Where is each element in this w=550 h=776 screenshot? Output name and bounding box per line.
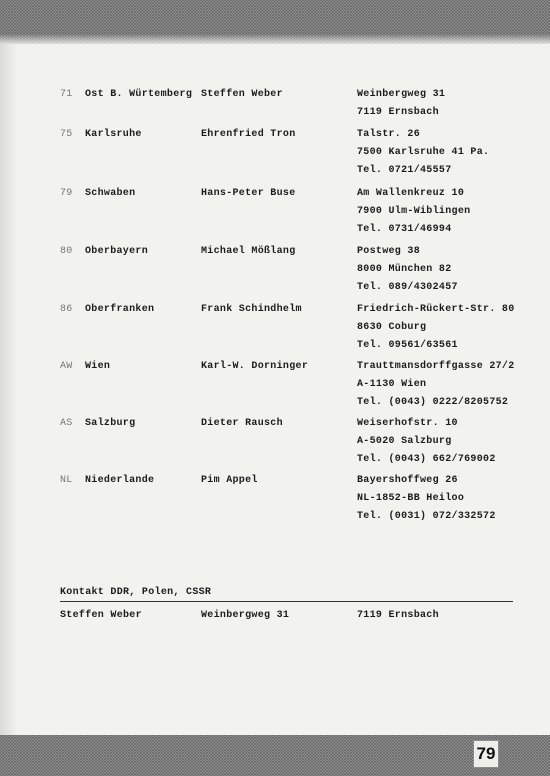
entry-address	[357, 86, 445, 122]
entry-code: 86	[60, 304, 73, 315]
entry-code: NL	[60, 475, 73, 486]
entry-address	[357, 185, 470, 239]
entry-name: Dieter Rausch	[201, 418, 283, 429]
entry-address	[357, 472, 496, 526]
address-line: 7900 Ulm-Wiblingen	[357, 206, 471, 217]
address-line: Tel. (0043) 0222/8205752	[357, 397, 509, 408]
entry-region: Salzburg	[85, 418, 136, 429]
entry-address	[357, 126, 489, 180]
entry-name: Karl-W. Dorninger	[201, 361, 309, 372]
top-halftone-band	[0, 0, 550, 44]
entry-name: Michael Mößlang	[201, 246, 296, 257]
entry-name: Pim Appel	[201, 475, 258, 486]
address-line: Tel. 09561/63561	[357, 340, 458, 351]
entry-code: 71	[60, 89, 73, 100]
address-line: Bayershoffweg 26	[357, 475, 458, 486]
address-line: Tel. 0721/45557	[357, 165, 452, 176]
entry-name: Steffen Weber	[201, 89, 283, 100]
entry-region: Oberbayern	[85, 246, 149, 257]
contact-row	[0, 607, 550, 625]
contact-section-heading: Kontakt DDR, Polen, CSSR	[60, 585, 513, 602]
entry-code: AS	[60, 418, 73, 429]
address-line: NL-1852-BB Heiloo	[357, 493, 465, 504]
entry-address	[357, 358, 515, 412]
entry-address	[357, 243, 458, 297]
entry-region: Karlsruhe	[85, 129, 142, 140]
entry-code: AW	[60, 361, 73, 372]
address-line: 7500 Karlsruhe 41 Pa.	[357, 147, 490, 158]
entry-code: 75	[60, 129, 73, 140]
entry-region: Ost B. Würtemberg	[85, 89, 193, 100]
address-line: Tel. (0043) 662/769002	[357, 454, 496, 465]
address-line: Talstr. 26	[357, 129, 421, 140]
entry-name: Ehrenfried Tron	[201, 129, 296, 140]
contact-name: Steffen Weber	[60, 610, 142, 621]
address-line: Tel. (0031) 072/332572	[357, 511, 496, 522]
address-line: A-1130 Wien	[357, 379, 427, 390]
page-edge-shadow	[0, 44, 18, 735]
address-line: Am Wallenkreuz 10	[357, 188, 465, 199]
bottom-halftone-band	[0, 735, 550, 776]
address-line: 8000 München 82	[357, 264, 452, 275]
address-line: Postweg 38	[357, 246, 421, 257]
address-line: Tel. 0731/46994	[357, 224, 452, 235]
address-line: Weinbergweg 31	[357, 89, 446, 100]
contact-street: Weinbergweg 31	[201, 610, 290, 621]
address-line: Friedrich-Rückert-Str. 80	[357, 304, 515, 315]
entry-region: Oberfranken	[85, 304, 155, 315]
entry-code: 80	[60, 246, 73, 257]
contact-city: 7119 Ernsbach	[357, 610, 439, 621]
entry-region: Wien	[85, 361, 111, 372]
address-line: Tel. 089/4302457	[357, 282, 458, 293]
entry-name: Hans-Peter Buse	[201, 188, 296, 199]
address-line: 7119 Ernsbach	[357, 107, 439, 118]
entry-address	[357, 415, 496, 469]
address-line: 8630 Coburg	[357, 322, 427, 333]
page-number: 79	[473, 740, 499, 768]
address-line: Trauttmansdorffgasse 27/2	[357, 361, 515, 372]
entry-address	[357, 301, 515, 355]
address-line: Weiserhofstr. 10	[357, 418, 458, 429]
entry-name: Frank Schindhelm	[201, 304, 302, 315]
entry-region: Niederlande	[85, 475, 155, 486]
entry-code: 79	[60, 188, 73, 199]
address-line: A-5020 Salzburg	[357, 436, 452, 447]
entry-region: Schwaben	[85, 188, 136, 199]
